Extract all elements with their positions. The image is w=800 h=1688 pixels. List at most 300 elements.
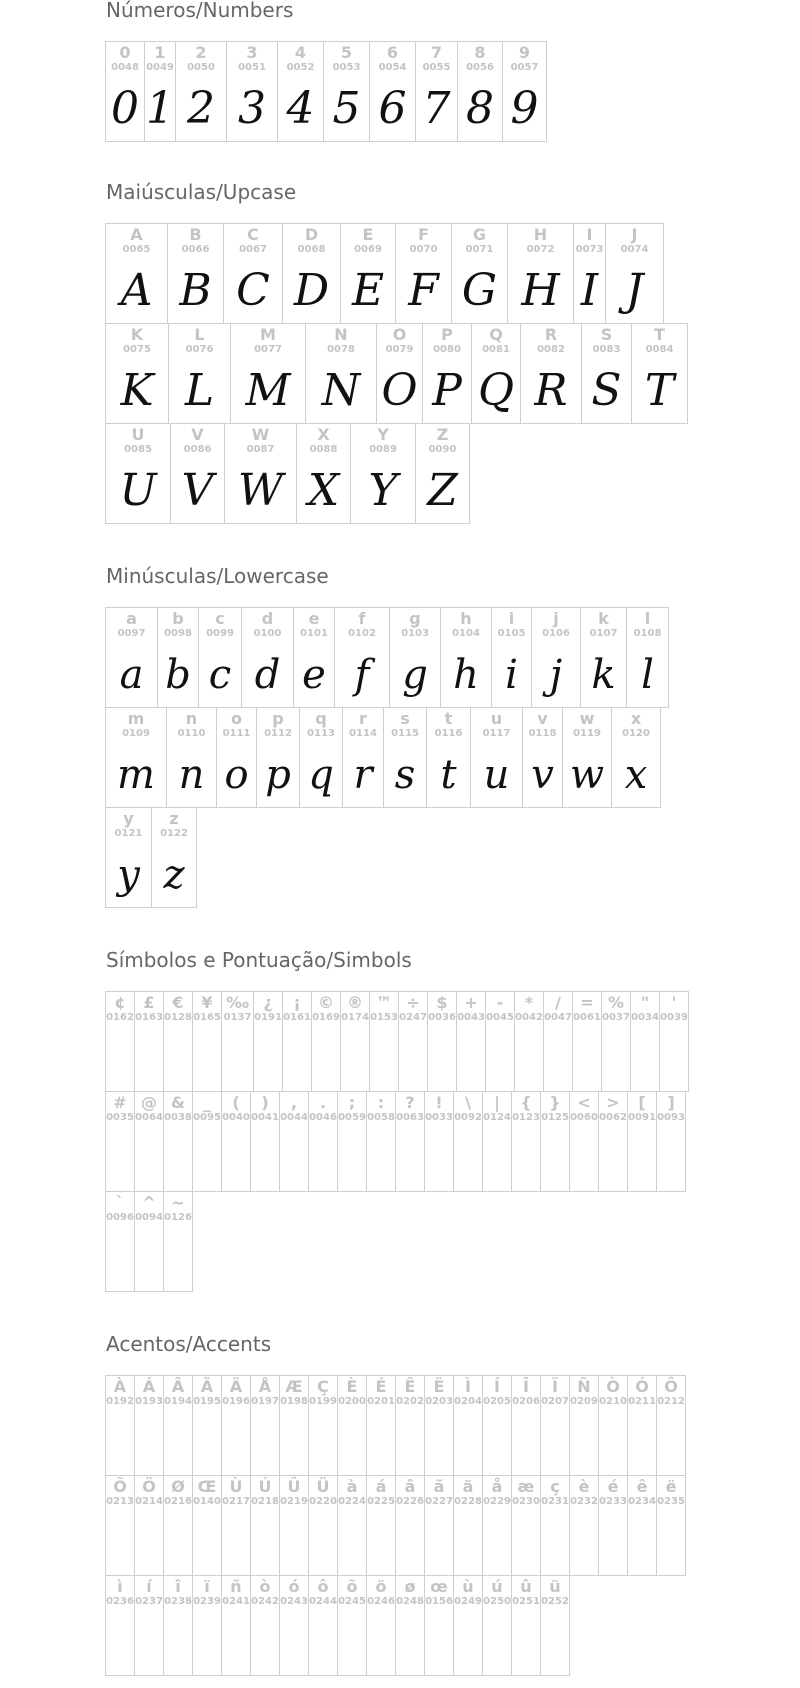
char-label: i <box>508 609 515 628</box>
char-code: 0238 <box>164 1596 192 1607</box>
glyph-cell <box>482 1475 512 1576</box>
char-code: 0120 <box>622 728 650 739</box>
glyph-sample: 2 <box>187 83 215 134</box>
char-code: 0199 <box>309 1396 337 1407</box>
char-label: ó <box>288 1577 300 1596</box>
glyph-sample: f <box>354 652 370 698</box>
char-label: ê <box>636 1477 648 1496</box>
char-label: Ö <box>142 1477 156 1496</box>
char-code: 0071 <box>465 244 494 255</box>
glyph-cell <box>105 323 169 424</box>
char-label: œ <box>430 1577 448 1596</box>
glyph-row <box>106 42 547 142</box>
glyph-sample: s <box>394 752 416 798</box>
glyph-cell <box>569 1475 599 1576</box>
glyph-sample: F <box>408 265 439 316</box>
char-code: 0125 <box>541 1112 569 1123</box>
symbols-grid <box>106 992 689 1292</box>
char-label: J <box>631 225 638 244</box>
glyph-sample: 5 <box>332 83 361 134</box>
char-label: Ì <box>465 1377 471 1396</box>
glyph-cell <box>627 1091 657 1192</box>
glyph-cell <box>163 1475 193 1576</box>
char-code: 0156 <box>425 1596 453 1607</box>
char-code: 0069 <box>354 244 382 255</box>
char-code: 0124 <box>483 1112 511 1123</box>
glyph-sample: T <box>644 365 675 416</box>
glyph-cell <box>598 1475 628 1576</box>
char-code: 0076 <box>185 344 214 355</box>
glyph-row <box>106 708 669 808</box>
section-title-accents: Acentos/Accents <box>106 1332 272 1356</box>
char-label: K <box>130 325 144 344</box>
char-label: Z <box>436 425 449 444</box>
glyph-cell <box>337 1375 367 1476</box>
glyph-cell <box>656 1375 686 1476</box>
glyph-sample: v <box>531 752 554 798</box>
char-label: ™ <box>376 993 392 1012</box>
char-code: 0054 <box>378 62 407 73</box>
char-code: 0236 <box>106 1596 134 1607</box>
char-code: 0235 <box>657 1496 685 1507</box>
char-code: 0123 <box>512 1112 540 1123</box>
glyph-cell <box>221 1475 251 1576</box>
char-label: È <box>346 1377 358 1396</box>
glyph-cell <box>511 1375 541 1476</box>
char-code: 0217 <box>222 1496 250 1507</box>
char-label: Ç <box>317 1377 329 1396</box>
glyph-cell <box>221 1375 251 1476</box>
glyph-sample: O <box>381 365 418 416</box>
char-label: É <box>375 1377 387 1396</box>
glyph-row <box>106 1576 686 1676</box>
char-label: ö <box>375 1577 387 1596</box>
char-label: * <box>524 993 534 1012</box>
char-label: v <box>537 709 548 728</box>
glyph-cell <box>134 1375 164 1476</box>
glyph-sample: Y <box>368 465 398 516</box>
char-label: l <box>644 609 651 628</box>
glyph-cell <box>168 323 231 424</box>
char-label: ; <box>348 1093 356 1112</box>
glyph-cell <box>398 991 428 1092</box>
char-label: u <box>490 709 503 728</box>
glyph-cell <box>308 1091 338 1192</box>
glyph-sample: q <box>308 752 334 798</box>
char-code: 0206 <box>512 1396 540 1407</box>
char-code: 0083 <box>592 344 621 355</box>
char-code: 0101 <box>300 628 328 639</box>
glyph-row <box>106 1092 689 1192</box>
glyph-sample: Z <box>427 465 458 516</box>
glyph-cell <box>192 1475 222 1576</box>
glyph-cell <box>511 1091 541 1192</box>
glyph-sample: e <box>302 652 326 698</box>
char-code: 0079 <box>385 344 414 355</box>
glyph-row <box>106 1376 686 1476</box>
char-code: 0051 <box>238 62 266 73</box>
glyph-sample: G <box>461 265 498 316</box>
char-label: w <box>579 709 595 728</box>
glyph-sample: 8 <box>466 83 494 134</box>
char-code: 0042 <box>515 1012 543 1023</box>
char-label: Ú <box>258 1477 272 1496</box>
char-label: ‰ <box>225 993 250 1012</box>
char-label: ñ <box>230 1577 242 1596</box>
glyph-cell <box>457 41 503 142</box>
glyph-sample: E <box>351 265 385 316</box>
glyph-cell <box>175 41 227 142</box>
char-code: 0048 <box>111 62 139 73</box>
glyph-cell <box>350 423 416 524</box>
numbers-grid <box>106 42 547 142</box>
glyph-cell <box>627 1475 657 1576</box>
char-code: 0102 <box>348 628 376 639</box>
glyph-cell <box>581 323 632 424</box>
glyph-cell <box>279 1575 309 1676</box>
char-label: 9 <box>518 43 531 62</box>
char-label: â <box>404 1477 416 1496</box>
char-code: 0205 <box>483 1396 511 1407</box>
glyph-sample: l <box>641 652 654 698</box>
char-label: # <box>113 1093 127 1112</box>
glyph-sample: 3 <box>238 83 266 134</box>
section-title-upcase: Maiúsculas/Upcase <box>106 180 297 204</box>
glyph-cell <box>366 1475 396 1576</box>
char-label: 5 <box>340 43 353 62</box>
glyph-cell <box>308 1575 338 1676</box>
char-code: 0075 <box>123 344 151 355</box>
char-label: Õ <box>113 1477 127 1496</box>
char-code: 0249 <box>454 1596 482 1607</box>
char-label: & <box>171 1093 185 1112</box>
glyph-cell <box>342 707 384 808</box>
char-code: 0202 <box>396 1396 424 1407</box>
glyph-cell <box>451 223 508 324</box>
char-code: 0053 <box>332 62 361 73</box>
char-label: Ó <box>635 1377 649 1396</box>
char-label: o <box>231 709 242 728</box>
char-label: € <box>172 993 184 1012</box>
char-code: 0128 <box>164 1012 192 1023</box>
glyph-sample: A <box>120 265 153 316</box>
char-label: U <box>131 425 145 444</box>
char-label: 8 <box>474 43 486 62</box>
char-code: 0232 <box>570 1496 598 1507</box>
char-label: } <box>549 1093 561 1112</box>
char-code: 0121 <box>114 828 143 839</box>
glyph-sample: j <box>549 652 563 698</box>
glyph-cell <box>157 607 199 708</box>
glyph-cell <box>192 1091 222 1192</box>
glyph-cell <box>540 1575 570 1676</box>
char-label: B <box>189 225 202 244</box>
char-label: Y <box>377 425 389 444</box>
char-label: ¥ <box>201 993 213 1012</box>
char-code: 0107 <box>589 628 618 639</box>
char-label: _ <box>203 1093 211 1112</box>
char-label: Í <box>494 1377 500 1396</box>
glyph-cell <box>105 1091 135 1192</box>
char-code: 0153 <box>370 1012 398 1023</box>
section-title-lowercase: Minúsculas/Lowercase <box>106 564 329 588</box>
char-label: ` <box>116 1193 124 1212</box>
char-code: 0246 <box>367 1596 395 1607</box>
char-label: Û <box>287 1477 301 1496</box>
glyph-sample: X <box>307 465 340 516</box>
glyph-cell <box>166 707 217 808</box>
glyph-cell <box>224 423 297 524</box>
char-code: 0204 <box>454 1396 482 1407</box>
char-label: \ <box>465 1093 471 1112</box>
char-code: 0068 <box>297 244 326 255</box>
glyph-cell <box>383 707 427 808</box>
char-label: ã <box>433 1477 445 1496</box>
char-code: 0085 <box>124 444 152 455</box>
char-code: 0174 <box>341 1012 369 1023</box>
glyph-cell <box>340 223 396 324</box>
char-label: S <box>600 325 613 344</box>
glyph-sample: r <box>353 752 373 798</box>
glyph-cell <box>134 991 164 1092</box>
glyph-cell <box>491 607 532 708</box>
glyph-sample: D <box>293 265 330 316</box>
glyph-cell <box>395 223 452 324</box>
char-code: 0192 <box>106 1396 134 1407</box>
glyph-sample: 1 <box>146 83 174 134</box>
char-code: 0209 <box>570 1396 598 1407</box>
char-code: 0216 <box>164 1496 192 1507</box>
glyph-cell <box>226 41 278 142</box>
char-code: 0092 <box>454 1112 482 1123</box>
char-code: 0234 <box>628 1496 656 1507</box>
char-code: 0095 <box>193 1112 221 1123</box>
glyph-cell <box>514 991 544 1092</box>
char-label: ¡ <box>293 993 301 1012</box>
char-code: 0061 <box>573 1012 601 1023</box>
glyph-row <box>106 1192 689 1292</box>
glyph-cell <box>282 223 341 324</box>
char-label: q <box>315 709 327 728</box>
char-label: W <box>251 425 270 444</box>
glyph-sample: i <box>505 652 518 698</box>
char-label: , <box>290 1093 298 1112</box>
glyph-cell <box>167 223 224 324</box>
char-label: æ <box>517 1477 535 1496</box>
glyph-sample: M <box>245 365 291 416</box>
glyph-cell <box>453 1091 483 1192</box>
char-label: I <box>586 225 593 244</box>
glyph-cell <box>389 607 441 708</box>
char-code: 0103 <box>401 628 429 639</box>
glyph-cell <box>601 991 631 1092</box>
char-code: 0198 <box>280 1396 308 1407</box>
glyph-cell <box>540 1091 570 1192</box>
char-label: ¿ <box>263 993 273 1012</box>
glyph-cell <box>424 1575 454 1676</box>
glyph-cell <box>611 707 661 808</box>
char-label: G <box>472 225 487 244</box>
char-label: p <box>272 709 284 728</box>
char-code: 0046 <box>309 1112 337 1123</box>
glyph-cell <box>543 991 573 1092</box>
char-label: Å <box>258 1377 272 1396</box>
char-label: y <box>123 809 134 828</box>
glyph-cell <box>424 1475 454 1576</box>
char-code: 0078 <box>327 344 355 355</box>
glyph-cell <box>337 1475 367 1576</box>
char-code: 0059 <box>338 1112 366 1123</box>
char-label: Ê <box>404 1377 416 1396</box>
glyph-cell <box>105 707 167 808</box>
char-label: ] <box>667 1093 675 1112</box>
char-code: 0111 <box>222 728 251 739</box>
char-code: 0195 <box>193 1396 221 1407</box>
char-label: ( <box>232 1093 240 1112</box>
char-code: 0099 <box>206 628 234 639</box>
char-label: / <box>555 993 561 1012</box>
char-label: Œ <box>197 1477 217 1496</box>
char-label: 3 <box>246 43 258 62</box>
char-code: 0239 <box>193 1596 221 1607</box>
char-label: ì <box>117 1577 123 1596</box>
char-code: 0116 <box>434 728 463 739</box>
glyph-cell <box>250 1575 280 1676</box>
char-code: 0038 <box>164 1112 192 1123</box>
glyph-sample: V <box>181 465 214 516</box>
char-code: 0203 <box>425 1396 453 1407</box>
glyph-sample: h <box>453 652 479 698</box>
char-code: 0060 <box>570 1112 598 1123</box>
upcase-grid <box>106 224 688 524</box>
char-code: 0050 <box>187 62 215 73</box>
char-code: 0245 <box>338 1596 366 1607</box>
char-label: À <box>113 1377 127 1396</box>
glyph-cell <box>134 1191 164 1292</box>
char-label: D <box>304 225 319 244</box>
glyph-cell <box>337 1575 367 1676</box>
char-label: % <box>607 993 625 1012</box>
glyph-cell <box>656 1091 686 1192</box>
char-code: 0065 <box>122 244 151 255</box>
glyph-sample: x <box>624 752 648 798</box>
glyph-cell <box>580 607 627 708</box>
char-label: ÷ <box>406 993 420 1012</box>
char-label: < <box>577 1093 591 1112</box>
char-code: 0244 <box>309 1596 337 1607</box>
char-code: 0104 <box>452 628 480 639</box>
glyph-sample: N <box>321 365 361 416</box>
glyph-cell <box>627 1375 657 1476</box>
glyph-cell <box>241 607 294 708</box>
glyph-cell <box>426 707 471 808</box>
char-code: 0191 <box>254 1012 282 1023</box>
char-code: 0220 <box>309 1496 337 1507</box>
char-code: 0077 <box>254 344 282 355</box>
char-code: 0093 <box>657 1112 685 1123</box>
char-label: " <box>640 993 650 1012</box>
char-label: m <box>127 709 145 728</box>
char-code: 0035 <box>106 1112 134 1123</box>
char-code: 0034 <box>631 1012 659 1023</box>
glyph-sample: B <box>179 265 212 316</box>
glyph-cell <box>605 223 664 324</box>
char-label: î <box>175 1577 181 1596</box>
char-label: ë <box>665 1477 677 1496</box>
char-label: ü <box>549 1577 561 1596</box>
char-code: 0091 <box>628 1112 656 1123</box>
char-label: ¢ <box>114 993 126 1012</box>
glyph-cell <box>277 41 324 142</box>
glyph-sample: J <box>625 265 644 316</box>
glyph-cell <box>440 607 492 708</box>
char-label: = <box>580 993 594 1012</box>
char-label: N <box>334 325 348 344</box>
glyph-cell <box>482 1375 512 1476</box>
glyph-cell <box>369 991 399 1092</box>
glyph-cell <box>572 991 602 1092</box>
char-code: 0074 <box>620 244 649 255</box>
char-label: ï <box>204 1577 210 1596</box>
glyph-cell <box>282 991 312 1092</box>
char-code: 0040 <box>222 1112 250 1123</box>
char-label: ^ <box>142 1193 156 1212</box>
char-code: 0063 <box>396 1112 424 1123</box>
char-label: L <box>194 325 205 344</box>
glyph-cell <box>163 1091 193 1192</box>
char-label: { <box>520 1093 532 1112</box>
char-label: h <box>460 609 472 628</box>
char-label: è <box>578 1477 590 1496</box>
char-label: t <box>444 709 453 728</box>
char-code: 0055 <box>422 62 451 73</box>
glyph-cell <box>323 41 370 142</box>
glyph-sample: 7 <box>422 83 451 134</box>
char-label: X <box>317 425 330 444</box>
char-code: 0037 <box>602 1012 630 1023</box>
char-label: g <box>409 609 421 628</box>
glyph-sample: I <box>580 265 599 316</box>
char-code: 0169 <box>312 1012 340 1023</box>
glyph-cell <box>422 323 472 424</box>
char-code: 0213 <box>106 1496 134 1507</box>
char-code: 0122 <box>160 828 188 839</box>
char-label: ç <box>550 1477 560 1496</box>
glyph-cell <box>144 41 176 142</box>
char-code: 0062 <box>599 1112 627 1123</box>
char-label: R <box>544 325 558 344</box>
char-code: 0163 <box>135 1012 163 1023</box>
char-label: ? <box>405 1093 415 1112</box>
char-label: 0 <box>119 43 131 62</box>
glyph-cell <box>163 1575 193 1676</box>
char-label: 6 <box>386 43 399 62</box>
char-label: s <box>400 709 410 728</box>
char-code: 0112 <box>264 728 292 739</box>
glyph-cell <box>250 1091 280 1192</box>
char-label: å <box>491 1477 503 1496</box>
char-label: Ï <box>552 1377 558 1396</box>
glyph-cell <box>502 41 547 142</box>
char-code: 0109 <box>122 728 150 739</box>
char-code: 0200 <box>338 1396 366 1407</box>
char-code: 0118 <box>528 728 557 739</box>
char-label: ò <box>259 1577 271 1596</box>
glyph-cell <box>192 1375 222 1476</box>
char-code: 0058 <box>367 1112 395 1123</box>
glyph-cell <box>366 1575 396 1676</box>
glyph-sample: S <box>591 365 622 416</box>
